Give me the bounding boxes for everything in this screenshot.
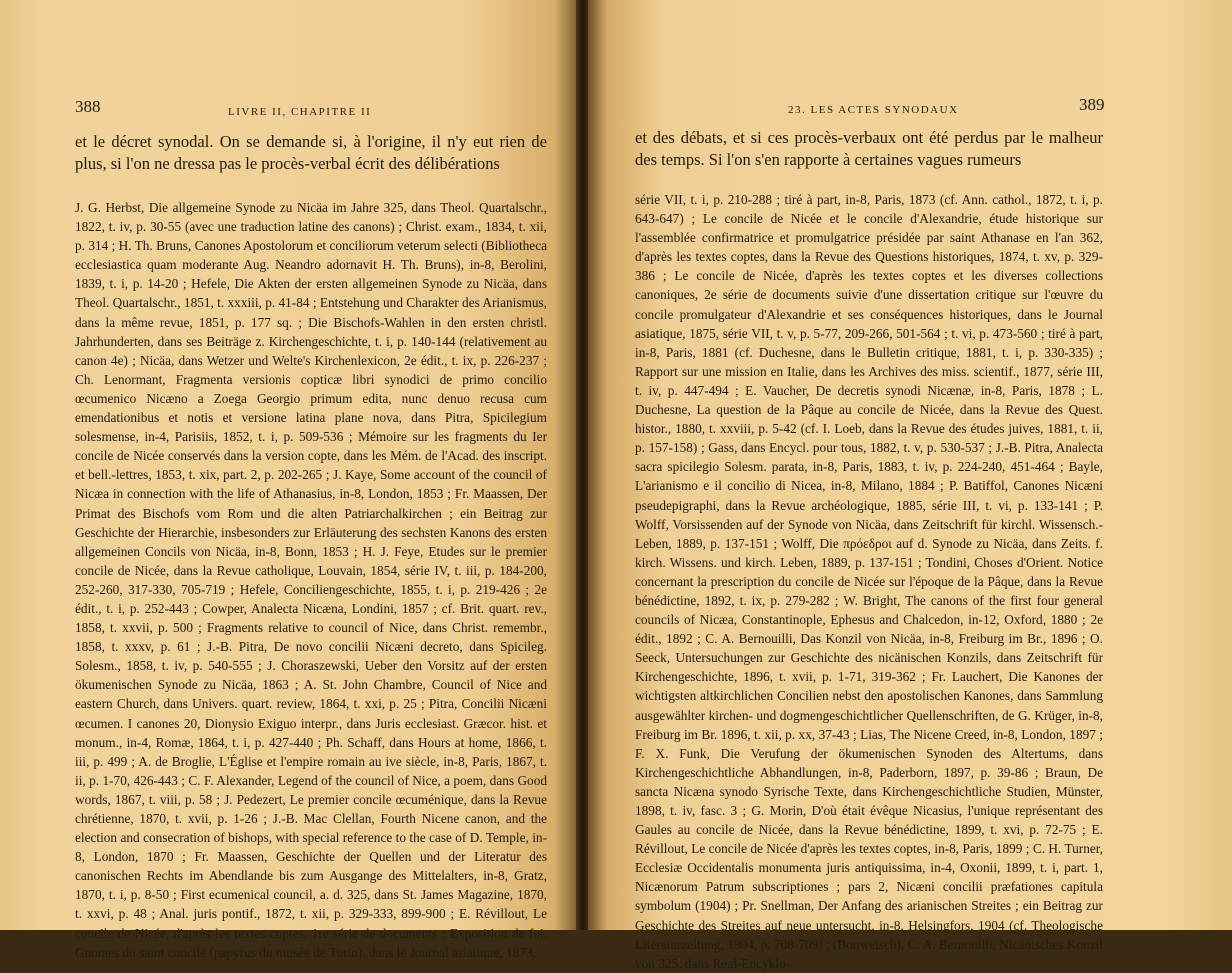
right-footnote-paragraph: série VII, t. i, p. 210-288 ; tiré à part, in-8, Paris, 1873 (cf. Ann. cathol., 1872, t. i, p. 643-647) ; Le concile de Nicée et le concile d'Alexandrie, étude historique sur l'assemblée confirmatrice et promulgatrice présidée par saint Athanase en l'an 362, d'après les textes coptes, dans la Revue des Questions historiques, 1874, t. xv, p. 329-386 ; Le concile de Nicée, d'après les textes coptes et les diverses collections canoniques, 2e série de documents suivie d'une dissertation critique sur l'œuvre du concile promulgateur d'Alexandrie et ses conséquences historiques, dans le Journal asiatique, 1875, série VII, t. v, p. 5-77, 209-266, 501-564 ; t. vi, p. 473-560 ; tiré à part, in-8, Paris, 1881 (cf. Duchesne, dans le Bulletin critique, 1881, t. i, p. 330-335) ; Rapport sur une mission en Italie, dans les Archives des miss. scientif., 1877, série III, t. iv, p. 447-494 ; E. Vaucher, De decretis synodi Nicænæ, in-8, Paris, 1878 ; L. Duchesne, La question de la Pâque au concile de Nicée, dans la Revue des Quest. histor., 1880, t. xxviii, p. 5-42 (cf. I. Loeb, dans la Revue des études juives, 1881, t. ii, p. 157-158) ; Gass, dans Encycl. pour tous, 1882, t. v, p. 530-537 ; J.-B. Pitra, Analecta sacra spicilegio Solesm. parata, in-8, Paris, 1883, t. iv, p. 224-240, 451-464 ; Bayle, L'arianismo e il concilio di Nicea, in-8, Milano, 1884 ; P. Batiffol, Canones Nicæni pseudepigraphi, dans la Revue archéologique, 1885, série III, t. vi, p. 133-141 ; P. Wolff, Vorsissenden auf der Synode von Nicäa, dans Zeitschrift für kirchl. Wissensch.-Leben, 1889, p. 137-151 ; Wolff, Die πρόεδροι auf d. Synode zu Nicäa, dans Zeits. f. kirch. Wissens. und kirch. Leben, 1889, p. 137-151 ; Tondini, Choses d'Orient. Notice concernant la prescription du concile de Nicée sur l'époque de la Pâque, dans la Revue bénédictine, 1892, t. ix, p. 279-282 ; W. Bright, The canons of the first four general councils of Nicæa, Constantinople, Ephesus and Chalcedon, in-12, Oxford, 1880 ; 2e édit., 1892 ; C. A. Bernouilli, Das Konzil von Nicäa, in-8, Freiburg im Br., 1896 ; O. Seeck, Untersuchungen zur Geschichte des nicänischen Konzils, dans Zeitschrift für Kirchengeschichte, 1896, t. xvii, p. 1-71, 319-362 ; Fr. Lauchert, Die Kanones der wichtigsten altkirchlichen Concilien nebst den apostolischen Kanones, dans Sammlung ausgewählter kirchen- und dogmengeschichtlicher Quellenschriften, de G. Krüger, in-8, Freiburg im Br. 1896, t. xii, p. xx, 37-43 ; Lias, The Nicene Creed, in-8, London, 1897 ; F. X. Funk, Die Verufung der ökumenischen Synoden des Altertums, dans Kirchengeschichtliche Abhandlungen, in-8, Paderborn, 1897, p. 39-86 ; Braun, De sancta Nicæna synodo Syrische Texte, dans Kirchengeschichtliche Studien, Münster, 1898, t. iv, fasc. 3 ; G. Morin, D'où était évêque Nicasius, l'unique représentant des Gaules au concile de Nicée, dans la Revue bénédictine, 1899, t. xvi, p. 72-75 ; E. Révillout, Le concile de Nicée d'après les textes coptes, in-8, Paris, 1899 ; C. H. Turner, Ecclesiæ Occidentalis monumenta juris antiquissima, in-4, Oxonii, 1899, t. i, part. 1, Nicænorum Patrum subscriptiones ; pars 2, Nicæni concilii præfationes capitula symbolum (1904) ; Pr. Snellman, Der Anfang des arianischen Streites ; ein Beitrag zur Geschichte des Streites auf neue untersucht, in-8, Helsingfors, 1904 (cf. Theologische Literaturzeitung, 1904, p. 708-709) ; (Bonwetsch), C. A. Bernouilli, Nicänisches Konzil von 325, dans Real-Encyklo- [635, 192, 1103, 971]
left-main-text [75, 131, 547, 175]
right-page-number: 389 [1079, 95, 1105, 114]
left-footnote-paragraph: J. G. Herbst, Die allgemeine Synode zu Nicäa im Jahre 325, dans Theol. Quartalschr., 1822, t. iv, p. 30-55 (avec une traduction latine des canons) ; Christ. exam., 1834, t. xii, p. 314 ; H. Th. Bruns, Canones Apostolorum et conciliorum veterum selecti (Bibliotheca ecclesiastica quam moderante Aug. Neandro adornavit H. Th. Bruns), in-8, Berolini, 1839, t. i, p. 14-20 ; Hefele, Die Akten der ersten allgemeinen Synode zu Nicäa, dans Theol. Quartalschr., 1851, t. xxxiii, p. 41-84 ; Entstehung und Charakter des Arianismus, dans la même revue, 1851, p. 177 sq. ; Die Bischofs-Wahlen in den ersten christl. Jahrhunderten, dans ses Beiträge z. Kirchengeschichte, t. i, p. 140-144 (relativement au canon 4e) ; Nicäa, dans Wetzer und Welte's Kirchenlexicon, 2e édit., t. ix, p. 226-237 ; Ch. Lenormant, Fragmenta versionis copticæ libri synodici de primo concilio œcumenico Nicæno a Zoega Georgio primum edita, nunc denuo recusa cum emendationibus et notis et versione latina plane nova, dans Pitra, Spicilegium solesmense, in-4, Parisiis, 1852, t. i, p. 509-536 ; Mémoire sur les fragments du Ier concile de Nicée conservés dans la version copte, dans les Mém. de l'Acad. des inscript. et bell.-lettres, 1853, t. xix, part. 2, p. 202-265 ; J. Kaye, Some account of the council of Nicæa in connection with the life of Athanasius, in-8, London, 1853 ; Fr. Maassen, Der Primat des Bischofs vom Rom und die alten Patriarchalkirchen ; ein Beitrag zur Geschichte der Hierarchie, insbesonders zur Erläuterung des sechsten Kanons des ersten allgemeinen Concils von Nicäa, in-8, Bonn, 1853 ; H. J. Feye, Etudes sur le premier concile de Nicée, dans la Revue catholique, Louvain, 1854, série IV, t. iii, p. 184-200, 252-260, 317-330, 705-719 ; Hefele, Conciliengeschichte, 1855, t. i, p. 219-426 ; 2e édit., t. i, p. 252-443 ; Cowper, Analecta Nicæna, Londini, 1857 ; cf. Brit. quart. rev., 1858, t. xxvii, p. 500 ; Fragments relative to council of Nice, dans Christ. remembr., 1858, t. xxxv, p. 61 ; J.-B. Pitra, De novo concilii Nicæni decreto, dans Spicileg. Solesm., 1858, t. iv, p. 540-555 ; J. Choraszewski, Ueber den Vorsitz auf der ersten ökumenischen Synode zu Nicäa, 1863 ; A. St. John Chambre, Council of Nice and eastern Church, dans Univers. quart. review, 1864, t. xxi, p. 25 ; Pitra, Concilii Nicæni œcumen. I canones 20, Dionysio Exiguo interpr., dans Juris ecclesiast. Græcor. hist. et monum., in-4, Romæ, 1864, t. i, p. 427-440 ; Ph. Schaff, dans Hours at home, 1866, t. iii, p. 499 ; A. de Broglie, L'Église et l'empire romain au ive siècle, in-8, Paris, 1867, t. ii, p. 1-70, 426-443 ; C. F. Alexander, Legend of the council of Nice, a poem, dans Good words, 1867, t. viii, p. 58 ; J. Pedezert, Le premier concile œcuménique, dans la Revue chrétienne, 1870, t. xvii, p. 1-26 ; J.-B. Mac Clellan, Fourth Nicene canon, and the election and consecration of bishops, with special reference to the case of D. Temple, in-8, London, 1870 ; Fr. Maassen, Geschichte der Quellen und der Literatur des canonischen Rechts im Abendlande bis zum Ausgange des Mittelalters, in-8, Gratz, 1870, t. i, p. 8-50 ; First ecumenical council, a. d. 325, dans St. James Magazine, 1870, t. xxvi, p. 48 ; Anal. juris pontif., 1872, t. xii, p. 329-333, 899-900 ; E. Révillout, Le concile de Nicée, d'après les textes coptes, 1re série de documents : Exposition de foi. Gnomes du saint concile (papyrus du musée de Turin), dans le Journal asiatique, 1873, [75, 200, 547, 960]
right-footnote [635, 190, 1103, 973]
left-running-head: LIVRE II, CHAPITRE II [228, 106, 372, 118]
left-main-paragraph: et le décret synodal. On se demande si, à l'origine, il n'y eut rien de plus, si l'on ne dressa pas le procès-verbal écrit des délibérations [75, 132, 547, 173]
left-footnote [75, 198, 547, 962]
right-main-paragraph: et des débats, et si ces procès-verbaux ont été perdus par le malheur des temps. Si l'on s'en rapporte à certaines vagues rumeurs [635, 128, 1103, 169]
left-page [0, 0, 578, 960]
left-page-number: 388 [75, 97, 101, 116]
right-main-text [635, 127, 1103, 171]
right-page [588, 0, 1232, 971]
right-running-head: 23. LES ACTES SYNODAUX [788, 104, 959, 116]
